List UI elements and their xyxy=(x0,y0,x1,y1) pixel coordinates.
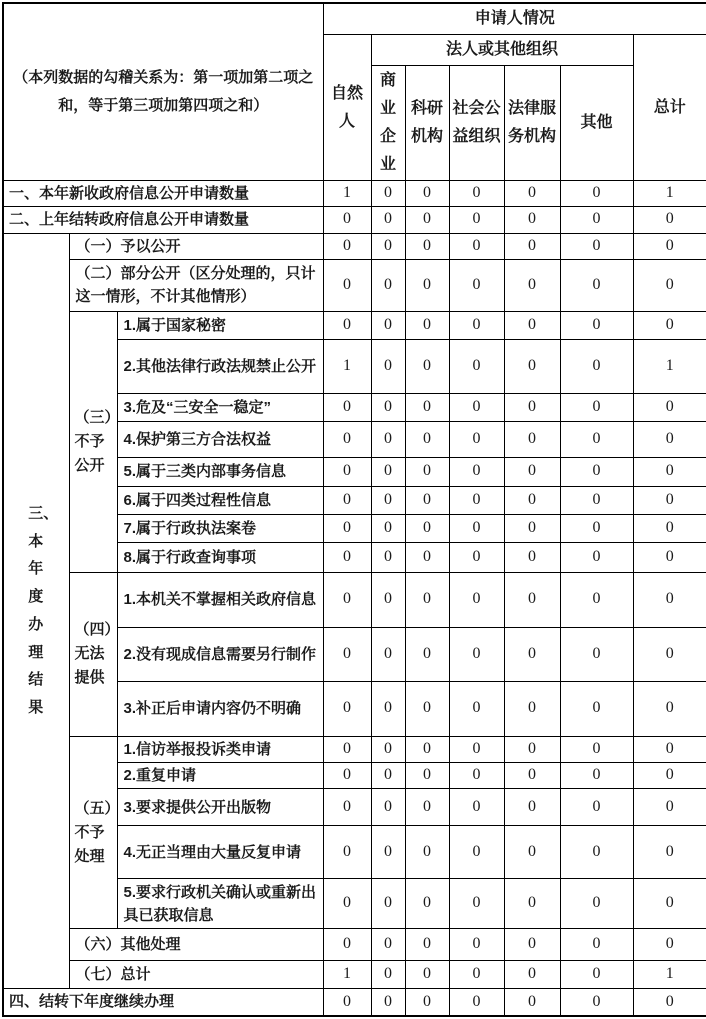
table-row xyxy=(3,259,706,311)
value-cell: 0 xyxy=(504,826,560,879)
value-cell: 0 xyxy=(633,421,706,457)
value-cell: 0 xyxy=(504,339,560,393)
value-cell: 0 xyxy=(405,233,449,259)
value-cell: 0 xyxy=(449,457,504,486)
value-cell: 0 xyxy=(560,207,633,233)
value-cell: 0 xyxy=(371,879,405,929)
value-cell: 1 xyxy=(633,961,706,989)
value-cell: 0 xyxy=(449,879,504,929)
value-cell: 0 xyxy=(371,736,405,762)
row-label-notproc-3: 3.要求提供公开出版物 xyxy=(117,789,323,826)
value-cell: 0 xyxy=(560,457,633,486)
value-cell: 1 xyxy=(323,339,371,393)
value-cell: 0 xyxy=(504,514,560,542)
table-row xyxy=(3,311,706,339)
value-cell: 0 xyxy=(405,486,449,514)
table-row xyxy=(3,929,706,961)
value-cell: 0 xyxy=(504,763,560,789)
value-cell: 0 xyxy=(504,393,560,421)
value-cell: 0 xyxy=(449,736,504,762)
header-cell-legal-service-org: 法律服务机构 xyxy=(504,66,560,181)
value-cell: 0 xyxy=(405,572,449,627)
value-cell: 0 xyxy=(371,421,405,457)
value-cell: 0 xyxy=(371,929,405,961)
value-cell: 0 xyxy=(504,879,560,929)
section-label-text: 三、本年度办理结果 xyxy=(28,504,59,717)
row-label-denied-8: 8.属于行政查询事项 xyxy=(117,542,323,572)
value-cell: 0 xyxy=(323,393,371,421)
value-cell: 0 xyxy=(371,207,405,233)
value-cell: 0 xyxy=(323,789,371,826)
value-cell: 0 xyxy=(560,929,633,961)
value-cell: 1 xyxy=(633,339,706,393)
value-cell: 0 xyxy=(323,879,371,929)
value-cell: 0 xyxy=(449,681,504,736)
value-cell: 0 xyxy=(560,879,633,929)
row-label-denied-6: 6.属于四类过程性信息 xyxy=(117,486,323,514)
value-cell: 0 xyxy=(633,929,706,961)
value-cell: 0 xyxy=(405,259,449,311)
row-label-notproc-5: 5.要求行政机关确认或重新出具已获取信息 xyxy=(117,879,323,929)
value-cell: 0 xyxy=(405,393,449,421)
value-cell: 0 xyxy=(560,311,633,339)
subsection-label-unable-to-provide: （四）无法提供 xyxy=(69,572,117,736)
row-label-notproc-1: 1.信访举报投诉类申请 xyxy=(117,736,323,762)
row-label-denied-2: 2.其他法律行政法规禁止公开 xyxy=(117,339,323,393)
value-cell: 0 xyxy=(323,421,371,457)
value-cell: 0 xyxy=(504,961,560,989)
value-cell: 0 xyxy=(504,572,560,627)
value-cell: 0 xyxy=(633,681,706,736)
reconciliation-note: （本列数据的勾稽关系为：第一项加第二项之和，等于第三项加第四项之和） xyxy=(3,3,323,181)
value-cell: 0 xyxy=(371,681,405,736)
value-cell: 0 xyxy=(449,989,504,1016)
value-cell: 0 xyxy=(560,763,633,789)
value-cell: 0 xyxy=(323,311,371,339)
value-cell: 0 xyxy=(449,763,504,789)
table-row xyxy=(3,961,706,989)
value-cell: 0 xyxy=(633,311,706,339)
value-cell: 0 xyxy=(633,457,706,486)
value-cell: 0 xyxy=(323,989,371,1016)
row-label-carried-to-next: 四、结转下年度继续办理 xyxy=(3,989,323,1016)
value-cell: 0 xyxy=(633,259,706,311)
subsection-label-denied: （三）不予公开 xyxy=(69,311,117,572)
value-cell: 0 xyxy=(371,339,405,393)
value-cell: 0 xyxy=(633,393,706,421)
value-cell: 0 xyxy=(633,207,706,233)
value-cell: 0 xyxy=(504,233,560,259)
value-cell: 0 xyxy=(405,457,449,486)
value-cell: 0 xyxy=(560,233,633,259)
disclosure-statistics-table xyxy=(2,2,706,1017)
value-cell: 0 xyxy=(323,681,371,736)
value-cell: 0 xyxy=(405,961,449,989)
value-cell: 0 xyxy=(504,311,560,339)
row-label-other-handling: （六）其他处理 xyxy=(69,929,323,961)
row-label-notproc-4: 4.无正当理由大量反复申请 xyxy=(117,826,323,879)
value-cell: 0 xyxy=(560,572,633,627)
value-cell: 0 xyxy=(449,233,504,259)
table-row xyxy=(3,736,706,762)
value-cell: 0 xyxy=(504,486,560,514)
value-cell: 0 xyxy=(371,393,405,421)
value-cell: 0 xyxy=(449,514,504,542)
value-cell: 0 xyxy=(560,181,633,207)
value-cell: 0 xyxy=(504,542,560,572)
value-cell: 0 xyxy=(560,339,633,393)
value-cell: 0 xyxy=(371,627,405,681)
header-cell-other: 其他 xyxy=(560,66,633,181)
row-label-denied-3: 3.危及“三安全一稳定” xyxy=(117,393,323,421)
value-cell: 0 xyxy=(560,989,633,1016)
value-cell: 0 xyxy=(323,259,371,311)
table-row xyxy=(3,3,706,35)
value-cell: 0 xyxy=(560,542,633,572)
value-cell: 0 xyxy=(560,826,633,879)
value-cell: 0 xyxy=(449,929,504,961)
value-cell: 0 xyxy=(633,572,706,627)
value-cell: 0 xyxy=(323,763,371,789)
value-cell: 0 xyxy=(405,826,449,879)
value-cell: 0 xyxy=(504,207,560,233)
value-cell: 0 xyxy=(449,627,504,681)
value-cell: 0 xyxy=(449,542,504,572)
row-label-unable-3: 3.补正后申请内容仍不明确 xyxy=(117,681,323,736)
value-cell: 0 xyxy=(449,339,504,393)
header-cell-commercial-enterprise: 商业企业 xyxy=(371,66,405,181)
value-cell: 0 xyxy=(504,929,560,961)
value-cell: 0 xyxy=(504,421,560,457)
value-cell: 0 xyxy=(560,961,633,989)
value-cell: 0 xyxy=(560,393,633,421)
value-cell: 0 xyxy=(405,181,449,207)
value-cell: 0 xyxy=(633,789,706,826)
header-cell-total: 总计 xyxy=(633,35,706,181)
value-cell: 0 xyxy=(371,763,405,789)
value-cell: 0 xyxy=(405,681,449,736)
value-cell: 0 xyxy=(371,457,405,486)
value-cell: 1 xyxy=(323,961,371,989)
value-cell: 0 xyxy=(371,572,405,627)
value-cell: 0 xyxy=(323,542,371,572)
value-cell: 0 xyxy=(504,789,560,826)
value-cell: 0 xyxy=(633,542,706,572)
value-cell: 0 xyxy=(633,736,706,762)
value-cell: 0 xyxy=(449,572,504,627)
value-cell: 0 xyxy=(560,421,633,457)
value-cell: 0 xyxy=(405,627,449,681)
value-cell: 0 xyxy=(323,514,371,542)
header-cell-applicant-situation: 申请人情况 xyxy=(323,3,706,35)
value-cell: 0 xyxy=(323,627,371,681)
value-cell: 0 xyxy=(371,514,405,542)
value-cell: 0 xyxy=(371,542,405,572)
row-label-unable-1: 1.本机关不掌握相关政府信息 xyxy=(117,572,323,627)
value-cell: 0 xyxy=(560,736,633,762)
value-cell: 0 xyxy=(405,763,449,789)
row-label-new-requests: 一、本年新收政府信息公开申请数量 xyxy=(3,181,323,207)
value-cell: 0 xyxy=(560,259,633,311)
value-cell: 0 xyxy=(633,233,706,259)
value-cell: 0 xyxy=(449,393,504,421)
header-cell-natural-person: 自然人 xyxy=(323,35,371,181)
table-row xyxy=(3,989,706,1016)
value-cell: 0 xyxy=(504,181,560,207)
value-cell: 0 xyxy=(449,259,504,311)
value-cell: 1 xyxy=(633,181,706,207)
value-cell: 0 xyxy=(504,627,560,681)
value-cell: 0 xyxy=(449,181,504,207)
value-cell: 0 xyxy=(449,311,504,339)
header-cell-legal-or-other-org: 法人或其他组织 xyxy=(371,35,633,66)
row-label-denied-1: 1.属于国家秘密 xyxy=(117,311,323,339)
value-cell: 0 xyxy=(371,259,405,311)
row-label-partial: （二）部分公开（区分处理的，只计这一情形，不计其他情形） xyxy=(69,259,323,311)
value-cell: 0 xyxy=(323,233,371,259)
value-cell: 0 xyxy=(371,961,405,989)
value-cell: 0 xyxy=(405,542,449,572)
row-label-unable-2: 2.没有现成信息需要另行制作 xyxy=(117,627,323,681)
value-cell: 0 xyxy=(405,736,449,762)
value-cell: 0 xyxy=(504,259,560,311)
table-row xyxy=(3,207,706,233)
value-cell: 0 xyxy=(560,514,633,542)
subsection-label-not-processed: （五）不予处理 xyxy=(69,736,117,929)
value-cell: 0 xyxy=(405,514,449,542)
value-cell: 0 xyxy=(449,789,504,826)
value-cell: 0 xyxy=(633,989,706,1016)
value-cell: 0 xyxy=(504,457,560,486)
value-cell: 0 xyxy=(504,989,560,1016)
value-cell: 0 xyxy=(504,681,560,736)
value-cell: 0 xyxy=(504,736,560,762)
value-cell: 0 xyxy=(323,572,371,627)
value-cell: 0 xyxy=(371,233,405,259)
row-label-granted: （一）予以公开 xyxy=(69,233,323,259)
value-cell: 0 xyxy=(323,207,371,233)
value-cell: 0 xyxy=(323,486,371,514)
value-cell: 0 xyxy=(560,789,633,826)
value-cell: 0 xyxy=(371,989,405,1016)
value-cell: 0 xyxy=(633,763,706,789)
value-cell: 0 xyxy=(405,339,449,393)
value-cell: 0 xyxy=(405,421,449,457)
value-cell: 0 xyxy=(323,736,371,762)
value-cell: 0 xyxy=(323,457,371,486)
value-cell: 0 xyxy=(633,486,706,514)
row-label-denied-4: 4.保护第三方合法权益 xyxy=(117,421,323,457)
value-cell: 0 xyxy=(405,879,449,929)
row-label-notproc-2: 2.重复申请 xyxy=(117,763,323,789)
value-cell: 0 xyxy=(449,961,504,989)
value-cell: 0 xyxy=(633,879,706,929)
row-label-subtotal: （七）总计 xyxy=(69,961,323,989)
row-label-denied-7: 7.属于行政执法案卷 xyxy=(117,514,323,542)
value-cell: 0 xyxy=(449,826,504,879)
value-cell: 0 xyxy=(560,627,633,681)
value-cell: 0 xyxy=(560,681,633,736)
value-cell: 0 xyxy=(560,486,633,514)
table-row xyxy=(3,233,706,259)
value-cell: 0 xyxy=(449,486,504,514)
value-cell: 0 xyxy=(633,826,706,879)
table-row xyxy=(3,181,706,207)
value-cell: 0 xyxy=(371,789,405,826)
value-cell: 0 xyxy=(371,486,405,514)
value-cell: 0 xyxy=(449,421,504,457)
value-cell: 0 xyxy=(371,311,405,339)
row-label-carried-from-prev: 二、上年结转政府信息公开申请数量 xyxy=(3,207,323,233)
value-cell: 0 xyxy=(633,514,706,542)
value-cell: 0 xyxy=(405,929,449,961)
value-cell: 0 xyxy=(323,929,371,961)
value-cell: 0 xyxy=(371,826,405,879)
section-label-annual-results xyxy=(3,233,69,989)
value-cell: 0 xyxy=(405,789,449,826)
value-cell: 1 xyxy=(323,181,371,207)
value-cell: 0 xyxy=(405,989,449,1016)
value-cell: 0 xyxy=(323,826,371,879)
header-cell-research-institution: 科研机构 xyxy=(405,66,449,181)
table-row xyxy=(3,572,706,627)
value-cell: 0 xyxy=(405,311,449,339)
value-cell: 0 xyxy=(633,627,706,681)
value-cell: 0 xyxy=(405,207,449,233)
value-cell: 0 xyxy=(371,181,405,207)
header-cell-social-org: 社会公益组织 xyxy=(449,66,504,181)
value-cell: 0 xyxy=(449,207,504,233)
row-label-denied-5: 5.属于三类内部事务信息 xyxy=(117,457,323,486)
